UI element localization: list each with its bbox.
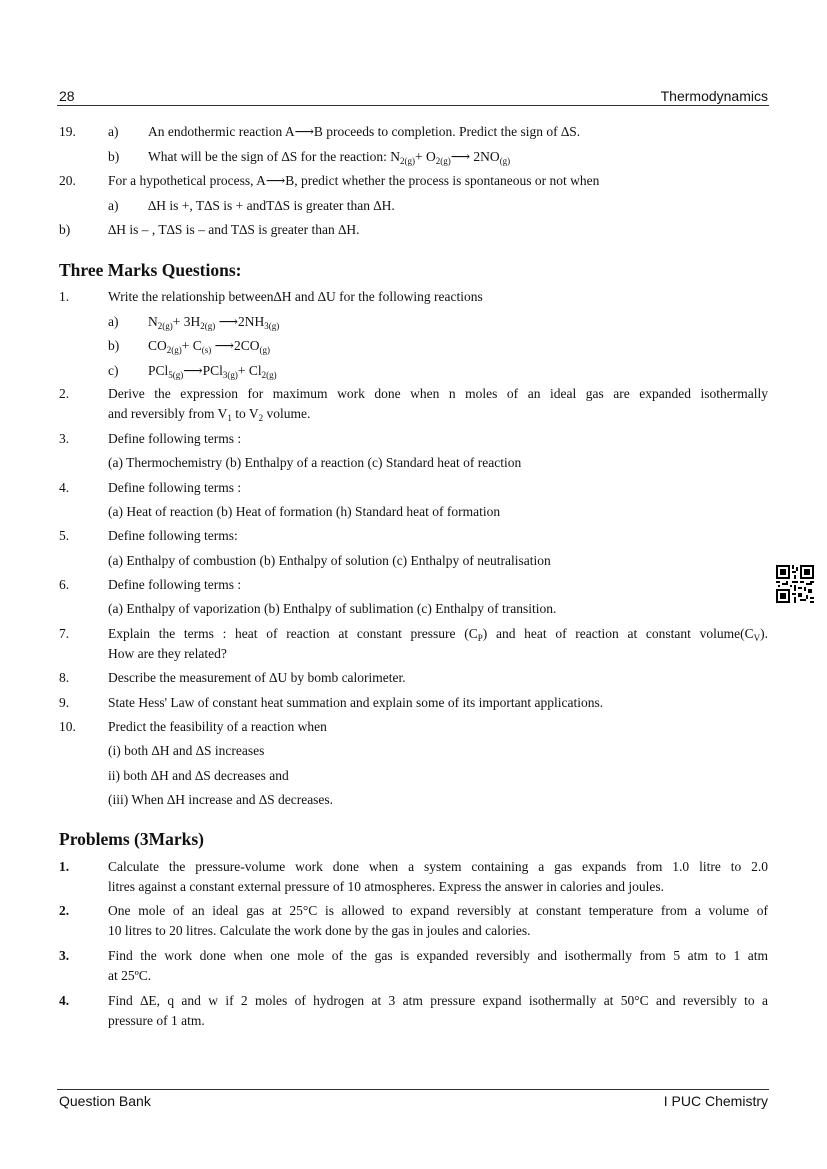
equation: $CO_{2(g)}+ C_{(s)}$ $⟶2CO_{(g)}$ <box>148 338 270 355</box>
question-text: ∆H is +, T∆S is + andT∆S is greater than ∆H. <box>148 198 395 213</box>
question-text: For a hypothetical process, A⟶B, predict whether the process is spontaneous or not when <box>108 173 600 188</box>
problem-text: Find the work done when one mole of the gas is expanded reversibly and isothermally from 5 atm to 1 atm <box>108 948 768 963</box>
question-text: State Hess' Law of constant heat summation and explain some of its important applications. <box>108 695 604 710</box>
question-number: 1. <box>59 289 70 304</box>
footer-right-text: I PUC Chemistry <box>663 1093 768 1109</box>
question-text: Write the relationship between∆H and ∆U for the following reactions <box>108 289 483 304</box>
question-text: An endothermic reaction A⟶B proceeds to completion. Predict the sign of ∆S. <box>148 124 581 139</box>
problem-text: pressure of 1 atm. <box>108 1013 205 1028</box>
question-text: Define following terms: <box>108 528 238 543</box>
question-number: 19. <box>59 124 76 139</box>
question-text: ∆H is – , T∆S is – and T∆S is greater than ∆H. <box>108 222 360 237</box>
option-label: b) <box>108 338 120 353</box>
question-text: Describe the measurement of ∆U by bomb calorimeter. <box>108 670 406 685</box>
question-subtext: (a) Enthalpy of combustion (b) Enthalpy of solution (c) Enthalpy of neutralisation <box>108 553 551 568</box>
equation: PCl$_{5(g)}$⟶PCl$_{3(g)}$+ $Cl_{2(g)}$ <box>148 363 277 380</box>
option-label: b) <box>108 149 120 164</box>
problem-text: One mole of an ideal gas at 25°C is allowed to expand reversibly at constant temperature from a volume of <box>108 903 768 918</box>
header-title: Thermodynamics <box>660 88 768 104</box>
page-number: 28 <box>59 88 75 104</box>
header-rule <box>57 105 769 106</box>
question-number: 6. <box>59 577 70 592</box>
question-text: Explain the terms : heat of reaction at constant pressure $(C_P)$ and heat of reaction at constant $volume(C_V)$. <box>108 626 768 643</box>
problem-text: 10 litres to 20 litres. Calculate the work done by the gas in joules and calories. <box>108 923 531 938</box>
option-label: a) <box>108 198 119 213</box>
question-number: 3. <box>59 431 70 446</box>
question-text: How are they related? <box>108 646 227 661</box>
question-text: and reversibly from $V_1$ to $V_2$ volume. <box>108 406 311 423</box>
question-subtext: ii) both ∆H and ∆S decreases and <box>108 768 289 783</box>
question-subtext: (i) both ∆H and ∆S increases <box>108 743 265 758</box>
problem-text: at 25ºC. <box>108 968 152 983</box>
question-number: 2. <box>59 386 70 401</box>
question-text: Define following terms : <box>108 577 242 592</box>
question-text: Define following terms : <box>108 480 242 495</box>
question-number: 20. <box>59 173 76 188</box>
option-label: c) <box>108 363 119 378</box>
equation: $N_{2(g)}+ 3H_{2(g)}$ $⟶2NH_{3(g)}$ <box>148 314 280 331</box>
option-label: b) <box>59 222 71 237</box>
problem-number: 2. <box>59 903 70 918</box>
question-number: 5. <box>59 528 70 543</box>
section-heading: Problems (3Marks) <box>59 829 204 849</box>
question-number: 7. <box>59 626 70 641</box>
question-subtext: (a) Heat of reaction (b) Heat of formation (h) Standard heat of formation <box>108 504 501 519</box>
problem-text: Find ∆E, q and w if 2 moles of hydrogen at 3 atm pressure expand isothermally at 50°C and reversibly to a <box>108 993 768 1008</box>
question-text: What will be the sign of ∆S for the reaction: $N_{2(g)}+$ $O_{2(g)}⟶$ $2NO_{(g)}$ <box>148 149 511 166</box>
qr-code-icon <box>776 565 814 603</box>
question-number: 4. <box>59 480 70 495</box>
option-label: a) <box>108 124 119 139</box>
problem-number: 4. <box>59 993 70 1008</box>
problem-text: Calculate the pressure-volume work done when a system containing a gas expands from 1.0 litre to 2.0 <box>108 859 768 874</box>
question-subtext: (iii) When ∆H increase and ∆S decreases. <box>108 792 334 807</box>
question-number: 9. <box>59 695 70 710</box>
question-subtext: (a) Enthalpy of vaporization (b) Enthalpy of sublimation (c) Enthalpy of transition. <box>108 601 557 616</box>
problem-number: 1. <box>59 859 70 874</box>
problem-number: 3. <box>59 948 70 963</box>
problem-text: litres against a constant external pressure of 10 atmospheres. Express the answer in calories and joules. <box>108 879 664 894</box>
question-number: 10. <box>59 719 76 734</box>
question-number: 8. <box>59 670 70 685</box>
option-label: a) <box>108 314 119 329</box>
footer-left-text: Question Bank <box>59 1093 151 1109</box>
question-text: Define following terms : <box>108 431 242 446</box>
section-heading: Three Marks Questions: <box>59 260 242 280</box>
question-subtext: (a) Thermochemistry (b) Enthalpy of a reaction (c) Standard heat of reaction <box>108 455 522 470</box>
question-text: Predict the feasibility of a reaction when <box>108 719 327 734</box>
question-text: Derive the expression for maximum work done when n moles of an ideal gas are expanded isothermally <box>108 386 768 401</box>
footer-rule <box>57 1089 769 1090</box>
